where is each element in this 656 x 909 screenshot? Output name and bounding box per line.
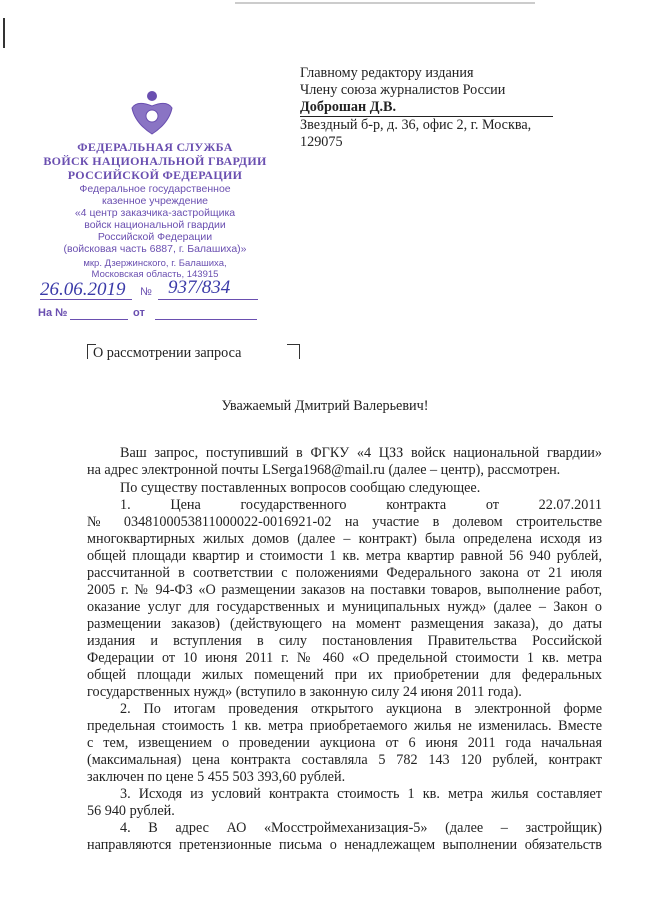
stamp-address: Московская область, 143915 bbox=[91, 269, 219, 280]
body-line: размещении заказов) (действующего на момент размещения заказа), до даты bbox=[87, 616, 602, 632]
stamp-line: Российской Федерации bbox=[97, 231, 213, 243]
recipient-line: Главному редактору издания bbox=[300, 65, 474, 81]
body-line: Ваш запрос, поступивший в ФГКУ «4 ЦЗЗ войск национальной гвардии» bbox=[120, 445, 602, 461]
body-line: № 0348100053811000022-0016921-02 на участие в долевом строительстве bbox=[87, 514, 602, 530]
salutation: Уважаемый Дмитрий Валерьевич! bbox=[221, 398, 429, 414]
stamp-org: ФЕДЕРАЛЬНАЯ СЛУЖБА bbox=[77, 140, 233, 154]
outgoing-date: 26.06.2019 bbox=[40, 279, 126, 300]
scan-mark bbox=[235, 2, 535, 4]
body-line: заключен по цене 5 455 503 393,60 рублей. bbox=[87, 769, 346, 785]
body-line: общей площади жилых помещений при их приобретении для федеральных bbox=[87, 667, 602, 683]
body-line: рассчитанной в соответствии с положениями Федерального закона от 21 июля bbox=[87, 565, 602, 581]
stamp-line: казенное учреждение bbox=[101, 195, 209, 207]
body-line: 1. Цена государственного контракта от 22.07.2011 bbox=[120, 497, 602, 513]
recipient-line: Члену союза журналистов России bbox=[300, 82, 506, 98]
subject-bracket bbox=[287, 344, 300, 359]
body-line: направляются претензионные письма о ненадлежащем выполнении обязательств bbox=[87, 837, 602, 853]
ref-label: На № bbox=[38, 307, 68, 319]
number-label: № bbox=[140, 286, 152, 298]
stamp-address: мкр. Дзержинского, г. Балашиха, bbox=[83, 258, 227, 269]
body-line: 3. Исходя из условий контракта стоимость 1 кв. метра жилья составляет bbox=[120, 786, 602, 802]
outgoing-number: 937/834 bbox=[168, 277, 231, 298]
body-line: По существу поставленных вопросов сообщаю следующее. bbox=[120, 480, 481, 496]
body-line: многоквартирных жилых домов (далее – контракт) была определена исходя из bbox=[87, 531, 602, 547]
body-line: государственных нужд» (вступило в законную силу 24 июня 2011 года). bbox=[87, 684, 522, 700]
recipient-address: Звездный б-р, д. 36, офис 2, г. Москва, bbox=[300, 117, 532, 133]
recipient-name: Доброшан Д.В. bbox=[300, 99, 553, 117]
body-line: оказание услуг для государственных и муниципальных нужд» (далее – Закон о bbox=[87, 599, 602, 615]
body-line: 4. В адрес АО «Мосстроймеханизация-5» (далее – застройщик) bbox=[120, 820, 602, 836]
stamp-line: «4 центр заказчика-застройщика bbox=[74, 207, 236, 219]
body-line: издания и вступления в силу постановления Правительства Российской bbox=[87, 633, 602, 649]
stamp-line: Федеральное государственное bbox=[79, 183, 231, 195]
stamp-org: ВОЙСК НАЦИОНАЛЬНОЙ ГВАРДИИ bbox=[43, 154, 267, 168]
from-label: от bbox=[133, 307, 145, 319]
body-line: 56 940 рублей. bbox=[87, 803, 175, 819]
emblem-icon bbox=[127, 88, 177, 138]
body-line: Федерации от 10 июня 2011 г. № 460 «О предельной стоимости 1 кв. метра bbox=[87, 650, 602, 666]
body-line: 2005 г. № 94-ФЗ «О размещении заказов на поставки товаров, выполнение работ, bbox=[87, 582, 602, 598]
scan-mark bbox=[3, 18, 5, 48]
body-line: общей площади квартир и стоимости 1 кв. метра квартир равной 56 940 рублей, bbox=[87, 548, 602, 564]
subject-line: О рассмотрении запроса bbox=[93, 345, 242, 361]
body-line: (максимальная) цена контракта составляла 5 782 143 120 рублей, контракт bbox=[87, 752, 602, 768]
stamp-line: (войсковая часть 6887, г. Балашиха)» bbox=[63, 243, 247, 255]
stamp-org: РОССИЙСКОЙ ФЕДЕРАЦИИ bbox=[67, 168, 243, 182]
body-line: на адрес электронной почты LSerga1968@mail.ru (далее – центр), рассмотрен. bbox=[87, 462, 561, 478]
body-line: с тем, извещением о проведении аукциона от 6 июня 2011 года начальная bbox=[87, 735, 602, 751]
stamp-line: войск национальной гвардии bbox=[84, 219, 226, 231]
body-line: предельная стоимость 1 кв. метра приобретаемого жилья не изменилась. Вместе bbox=[87, 718, 602, 734]
recipient-postcode: 129075 bbox=[300, 134, 343, 150]
body-line: 2. По итогам проведения открытого аукциона в электронной форме bbox=[120, 701, 602, 717]
